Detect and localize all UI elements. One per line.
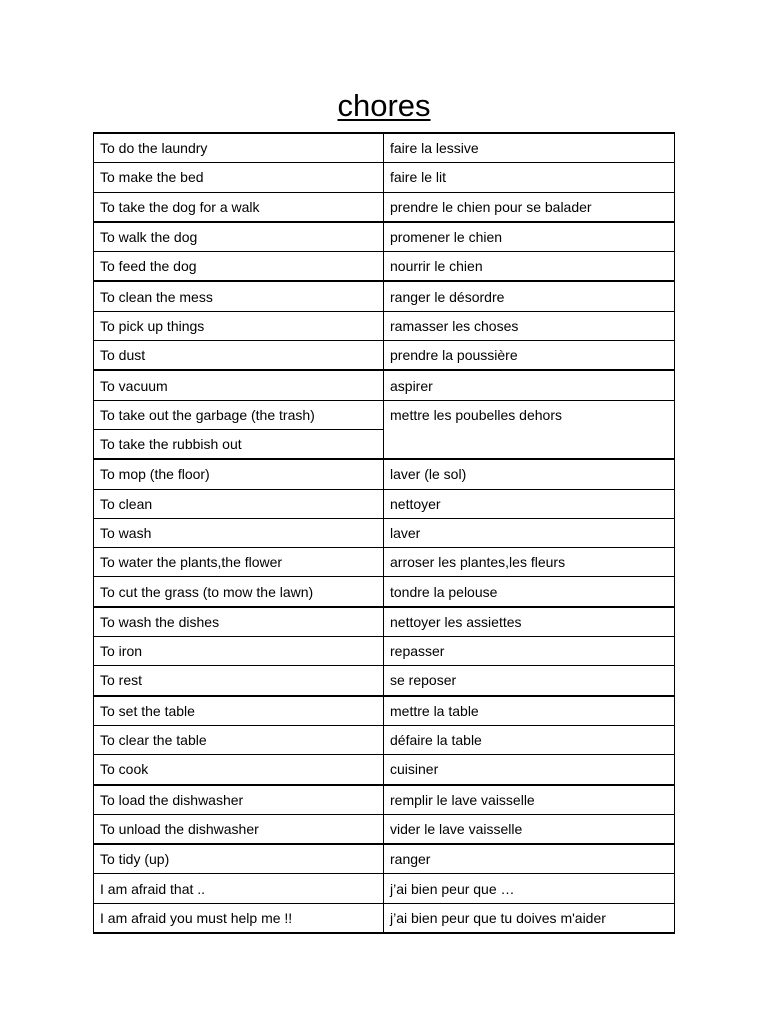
french-cell: mettre la table bbox=[384, 696, 675, 726]
french-cell: nettoyer les assiettes bbox=[384, 607, 675, 637]
english-cell: I am afraid that .. bbox=[94, 874, 384, 903]
english-cell: To unload the dishwasher bbox=[94, 814, 384, 844]
page-title: chores bbox=[337, 88, 431, 123]
french-cell: promener le chien bbox=[384, 222, 675, 252]
french-cell: laver (le sol) bbox=[384, 459, 675, 489]
english-cell: To do the laundry bbox=[94, 133, 384, 163]
english-cell: To take the dog for a walk bbox=[94, 192, 384, 222]
english-cell: To set the table bbox=[94, 696, 384, 726]
table-row bbox=[94, 252, 675, 282]
table-row bbox=[94, 755, 675, 785]
english-cell: To take the rubbish out bbox=[94, 429, 384, 459]
table-row bbox=[94, 133, 675, 163]
english-cell: To wash the dishes bbox=[94, 607, 384, 637]
french-cell: prendre la poussière bbox=[384, 341, 675, 371]
table-row bbox=[94, 459, 675, 489]
english-cell: I am afraid you must help me !! bbox=[94, 903, 384, 933]
french-cell: mettre les poubelles dehors bbox=[384, 400, 675, 459]
table-row bbox=[94, 903, 675, 933]
english-cell: To rest bbox=[94, 666, 384, 696]
french-cell: aspirer bbox=[384, 370, 675, 400]
table-row bbox=[94, 548, 675, 577]
table-row bbox=[94, 163, 675, 192]
french-cell: arroser les plantes,les fleurs bbox=[384, 548, 675, 577]
english-cell: To feed the dog bbox=[94, 252, 384, 282]
english-cell: To walk the dog bbox=[94, 222, 384, 252]
french-cell: remplir le lave vaisselle bbox=[384, 785, 675, 815]
english-cell: To pick up things bbox=[94, 311, 384, 340]
table-row bbox=[94, 577, 675, 607]
vocabulary-table bbox=[93, 132, 675, 934]
french-cell: défaire la table bbox=[384, 725, 675, 754]
french-cell: laver bbox=[384, 518, 675, 547]
french-cell: j’ai bien peur que tu doives m'aider bbox=[384, 903, 675, 933]
english-cell: To mop (the floor) bbox=[94, 459, 384, 489]
english-cell: To take out the garbage (the trash) bbox=[94, 400, 384, 429]
french-cell: tondre la pelouse bbox=[384, 577, 675, 607]
french-cell: se reposer bbox=[384, 666, 675, 696]
french-cell: faire la lessive bbox=[384, 133, 675, 163]
english-cell: To wash bbox=[94, 518, 384, 547]
french-cell: nourrir le chien bbox=[384, 252, 675, 282]
french-cell: repasser bbox=[384, 637, 675, 666]
table-row bbox=[94, 281, 675, 311]
english-cell: To dust bbox=[94, 341, 384, 371]
table-row bbox=[94, 311, 675, 340]
english-cell: To vacuum bbox=[94, 370, 384, 400]
english-cell: To iron bbox=[94, 637, 384, 666]
table-row bbox=[94, 844, 675, 874]
table-row bbox=[94, 222, 675, 252]
english-cell: To cut the grass (to mow the lawn) bbox=[94, 577, 384, 607]
table-row bbox=[94, 874, 675, 903]
table-row bbox=[94, 725, 675, 754]
table-row bbox=[94, 192, 675, 222]
english-cell: To make the bed bbox=[94, 163, 384, 192]
table-row bbox=[94, 341, 675, 371]
english-cell: To cook bbox=[94, 755, 384, 785]
english-cell: To water the plants,the flower bbox=[94, 548, 384, 577]
table-row bbox=[94, 607, 675, 637]
french-cell: ranger bbox=[384, 844, 675, 874]
english-cell: To clean the mess bbox=[94, 281, 384, 311]
english-cell: To load the dishwasher bbox=[94, 785, 384, 815]
table-row bbox=[94, 666, 675, 696]
table-row bbox=[94, 370, 675, 400]
english-cell: To clear the table bbox=[94, 725, 384, 754]
english-cell: To clean bbox=[94, 489, 384, 518]
english-cell: To tidy (up) bbox=[94, 844, 384, 874]
french-cell: faire le lit bbox=[384, 163, 675, 192]
french-cell: ramasser les choses bbox=[384, 311, 675, 340]
table-row bbox=[94, 489, 675, 518]
french-cell: nettoyer bbox=[384, 489, 675, 518]
french-cell: j’ai bien peur que … bbox=[384, 874, 675, 903]
table-row bbox=[94, 785, 675, 815]
french-cell: prendre le chien pour se balader bbox=[384, 192, 675, 222]
table-row bbox=[94, 518, 675, 547]
french-cell: vider le lave vaisselle bbox=[384, 814, 675, 844]
table-row bbox=[94, 637, 675, 666]
french-cell: ranger le désordre bbox=[384, 281, 675, 311]
table-row bbox=[94, 696, 675, 726]
table-row bbox=[94, 400, 675, 429]
table-row bbox=[94, 814, 675, 844]
french-cell: cuisiner bbox=[384, 755, 675, 785]
